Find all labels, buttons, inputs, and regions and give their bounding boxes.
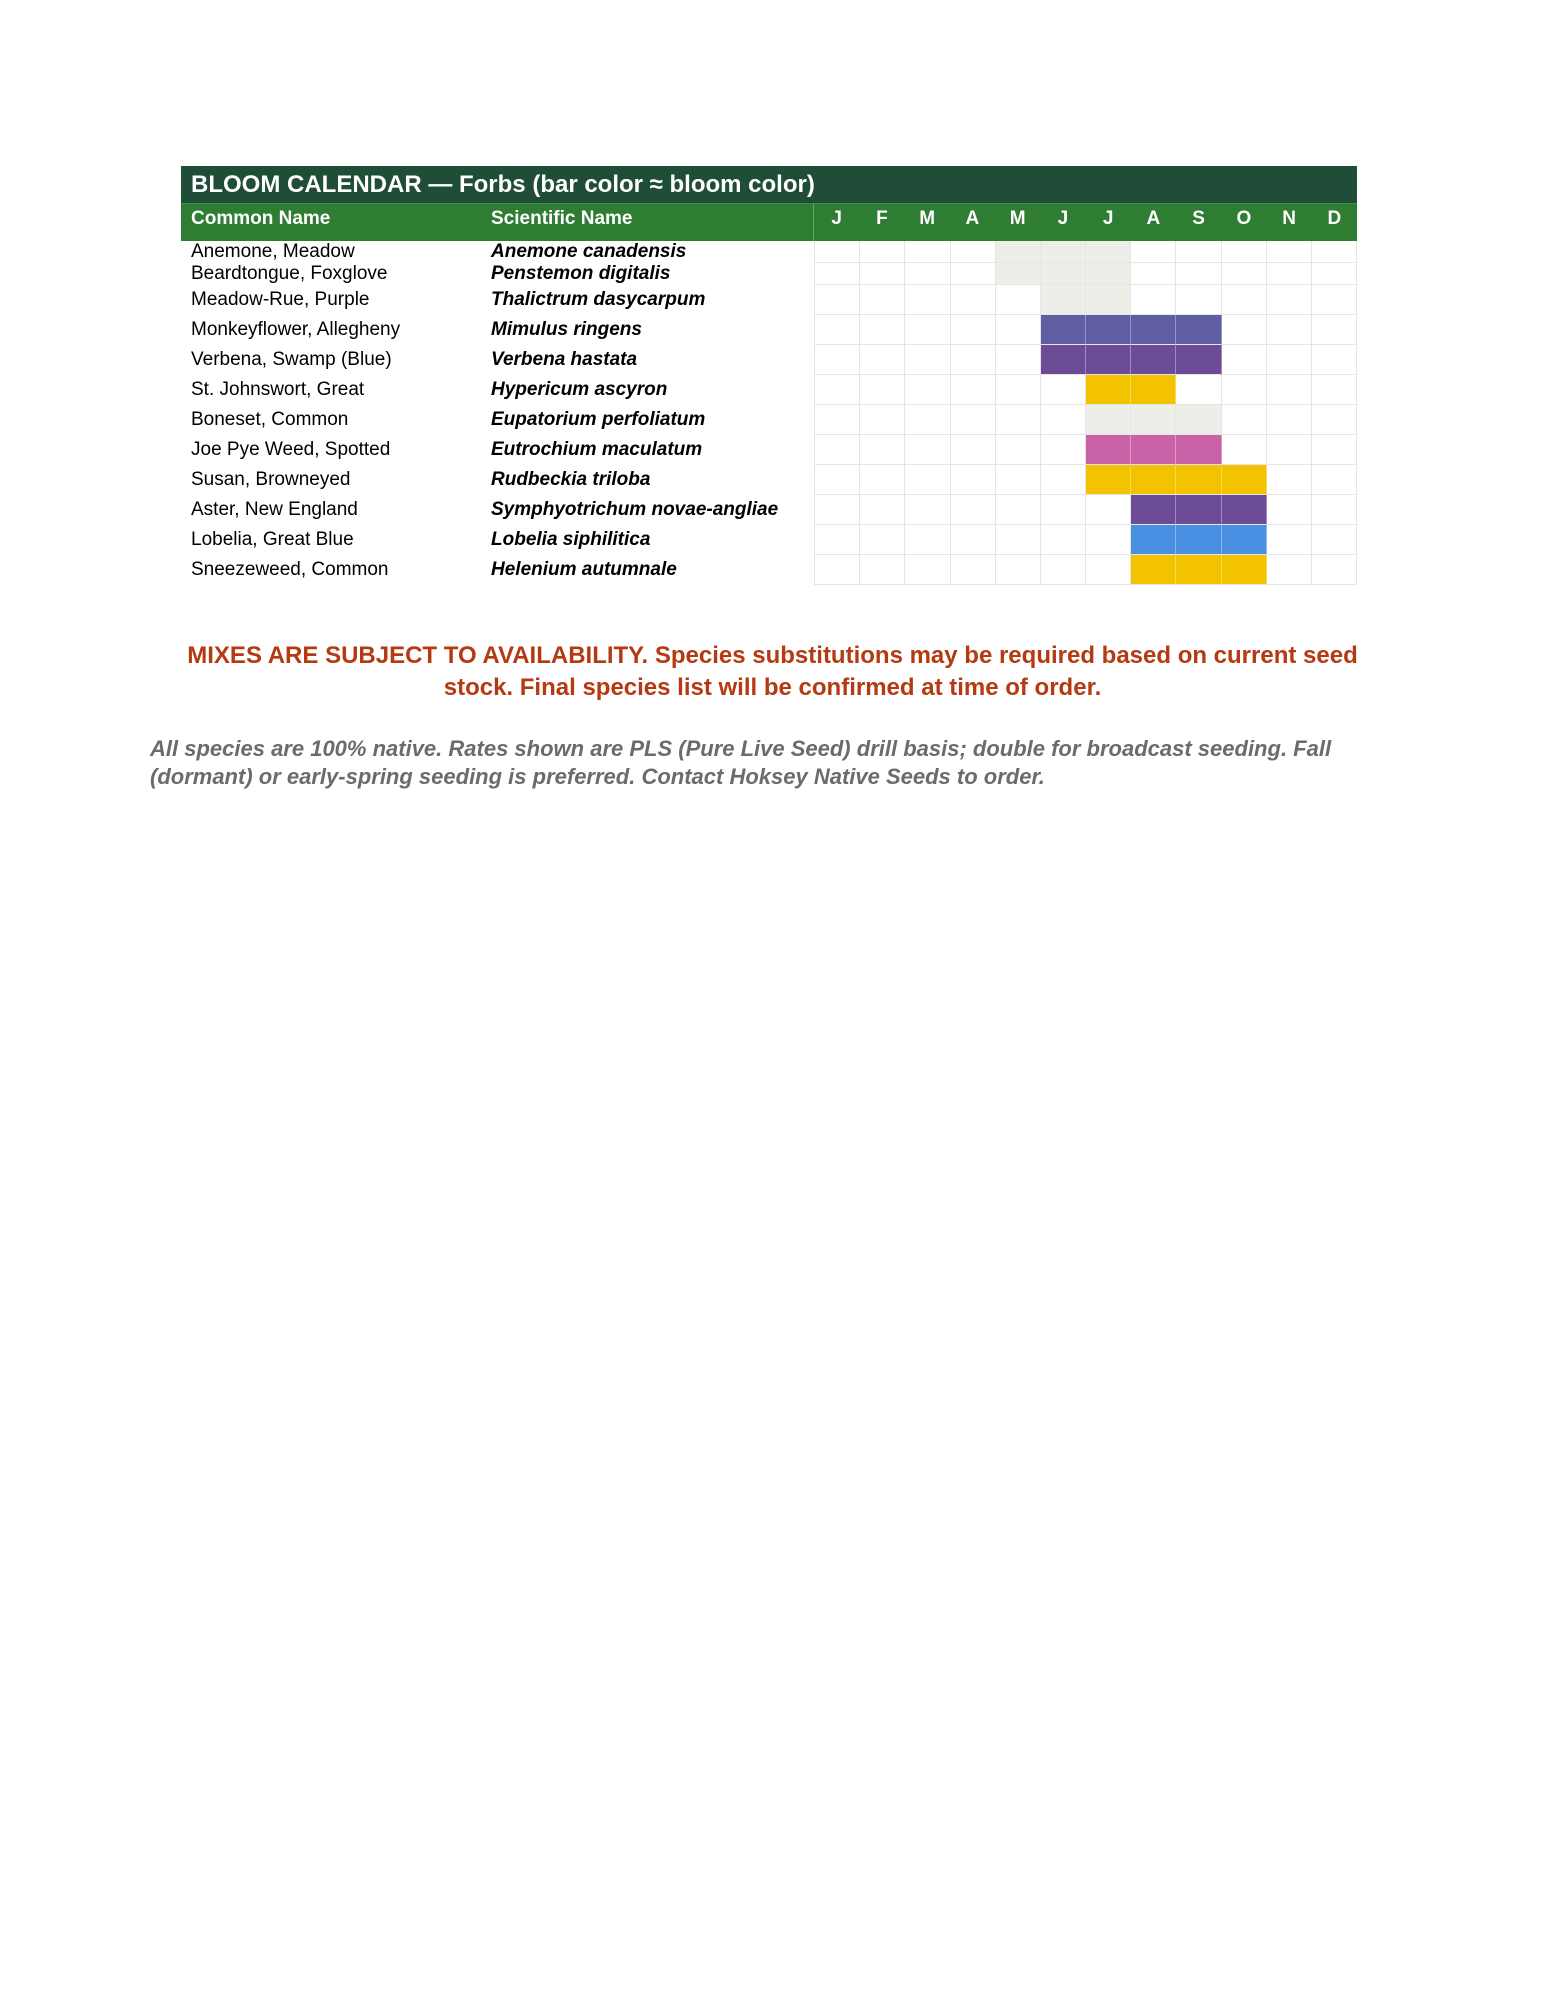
bloom-bar-cell bbox=[1176, 525, 1221, 555]
month-cell bbox=[1041, 375, 1086, 405]
month-header: S bbox=[1192, 208, 1205, 229]
month-cell bbox=[951, 375, 996, 405]
common-name: Susan, Browneyed bbox=[191, 469, 351, 490]
table-row bbox=[181, 495, 1357, 525]
month-cell bbox=[1222, 263, 1267, 285]
month-cell bbox=[1312, 285, 1357, 315]
month-cell bbox=[996, 315, 1041, 345]
month-cell bbox=[814, 495, 860, 525]
month-cell bbox=[905, 525, 950, 555]
scientific-name: Penstemon digitalis bbox=[491, 263, 671, 284]
month-cell bbox=[814, 285, 860, 315]
bloom-bar-cell bbox=[1131, 525, 1176, 555]
bloom-bar-cell bbox=[1086, 241, 1131, 263]
month-cell bbox=[951, 465, 996, 495]
calendar-rows bbox=[181, 241, 1357, 585]
scientific-name: Verbena hastata bbox=[491, 349, 638, 370]
month-cell bbox=[905, 241, 950, 263]
month-cell bbox=[1267, 241, 1312, 263]
month-cell bbox=[1267, 525, 1312, 555]
bloom-bar-cell bbox=[1086, 315, 1131, 345]
month-header: O bbox=[1236, 208, 1252, 229]
month-cell bbox=[1086, 495, 1131, 525]
month-cell bbox=[996, 435, 1041, 465]
bloom-bar-cell bbox=[1086, 345, 1131, 375]
bloom-bar-cell bbox=[1131, 405, 1176, 435]
table-row bbox=[181, 285, 1357, 315]
month-cell bbox=[1176, 285, 1221, 315]
month-cell bbox=[1176, 241, 1221, 263]
month-cell bbox=[996, 555, 1041, 585]
common-name: Beardtongue, Foxglove bbox=[191, 263, 388, 284]
month-cell bbox=[1267, 375, 1312, 405]
month-cell bbox=[905, 405, 950, 435]
common-name-header: Common Name bbox=[191, 208, 331, 229]
bloom-months bbox=[814, 315, 1357, 345]
month-cell bbox=[860, 435, 905, 465]
common-name: Meadow-Rue, Purple bbox=[191, 289, 370, 310]
month-header: F bbox=[876, 208, 888, 229]
bloom-bar-cell bbox=[1176, 345, 1221, 375]
month-cell bbox=[951, 345, 996, 375]
bloom-months bbox=[814, 465, 1357, 495]
month-cell bbox=[814, 241, 860, 263]
month-cell bbox=[996, 525, 1041, 555]
month-cell bbox=[860, 525, 905, 555]
month-cell bbox=[905, 495, 950, 525]
month-cell bbox=[905, 375, 950, 405]
table-row bbox=[181, 525, 1357, 555]
month-cell bbox=[860, 285, 905, 315]
month-header: N bbox=[1282, 208, 1296, 229]
month-cell bbox=[1131, 263, 1176, 285]
month-cell bbox=[951, 405, 996, 435]
month-header: J bbox=[1057, 208, 1069, 229]
month-cell bbox=[905, 345, 950, 375]
month-cell bbox=[1176, 263, 1221, 285]
bloom-bar-cell bbox=[1176, 405, 1221, 435]
month-cell bbox=[860, 315, 905, 345]
month-cell bbox=[814, 405, 860, 435]
month-cell bbox=[860, 263, 905, 285]
bloom-bar-cell bbox=[1086, 465, 1131, 495]
month-cell bbox=[905, 315, 950, 345]
bloom-bar-cell bbox=[1041, 241, 1086, 263]
bloom-bar-cell bbox=[1131, 465, 1176, 495]
month-cell bbox=[1222, 435, 1267, 465]
month-cell bbox=[1312, 435, 1357, 465]
bloom-months bbox=[814, 241, 1357, 263]
month-cell bbox=[1267, 465, 1312, 495]
month-cell bbox=[860, 555, 905, 585]
month-cell bbox=[951, 285, 996, 315]
scientific-name: Symphyotrichum novae-angliae bbox=[491, 499, 779, 520]
month-cell bbox=[1222, 405, 1267, 435]
bloom-bar-cell bbox=[1041, 263, 1086, 285]
month-cell bbox=[860, 375, 905, 405]
month-cell bbox=[905, 263, 950, 285]
month-cell bbox=[1312, 263, 1357, 285]
month-cell bbox=[860, 495, 905, 525]
month-cell bbox=[1041, 525, 1086, 555]
bloom-months bbox=[814, 405, 1357, 435]
month-cell bbox=[1312, 345, 1357, 375]
table-row bbox=[181, 465, 1357, 495]
month-cell bbox=[996, 375, 1041, 405]
scientific-name-header: Scientific Name bbox=[481, 204, 814, 241]
month-cell bbox=[814, 555, 860, 585]
month-cell bbox=[1312, 315, 1357, 345]
scientific-name: Eupatorium perfoliatum bbox=[491, 409, 706, 430]
month-cell bbox=[1267, 263, 1312, 285]
month-cell bbox=[1041, 435, 1086, 465]
bloom-bar-cell bbox=[1086, 285, 1131, 315]
common-name: Joe Pye Weed, Spotted bbox=[191, 439, 391, 460]
bloom-bar-cell bbox=[1222, 465, 1267, 495]
month-cell bbox=[1222, 315, 1267, 345]
month-cell bbox=[996, 345, 1041, 375]
bloom-months bbox=[814, 263, 1357, 285]
scientific-name: Lobelia siphilitica bbox=[491, 529, 651, 550]
month-cell bbox=[1131, 285, 1176, 315]
month-cell bbox=[860, 405, 905, 435]
month-header: D bbox=[1327, 208, 1342, 229]
bloom-bar-cell bbox=[1131, 435, 1176, 465]
bloom-bar-cell bbox=[1222, 555, 1267, 585]
month-headers bbox=[814, 204, 1357, 241]
common-name: Aster, New England bbox=[191, 499, 358, 520]
month-cell bbox=[951, 315, 996, 345]
bloom-bar-cell bbox=[1176, 555, 1221, 585]
calendar-title: BLOOM CALENDAR — Forbs (bar color ≈ bloom color) bbox=[181, 166, 1357, 203]
month-cell bbox=[1267, 495, 1312, 525]
month-cell bbox=[1041, 495, 1086, 525]
month-cell bbox=[1312, 555, 1357, 585]
common-name: Lobelia, Great Blue bbox=[191, 529, 354, 550]
month-cell bbox=[1312, 241, 1357, 263]
month-cell bbox=[1086, 525, 1131, 555]
bloom-bar-cell bbox=[1176, 465, 1221, 495]
bloom-bar-cell bbox=[1041, 285, 1086, 315]
month-cell bbox=[905, 555, 950, 585]
month-cell bbox=[814, 525, 860, 555]
common-name: Boneset, Common bbox=[191, 409, 349, 430]
month-cell bbox=[1131, 241, 1176, 263]
month-header: J bbox=[831, 208, 842, 229]
bloom-bar-cell bbox=[1176, 495, 1221, 525]
month-cell bbox=[814, 263, 860, 285]
month-cell bbox=[1222, 345, 1267, 375]
scientific-name: Helenium autumnale bbox=[491, 559, 677, 580]
month-cell bbox=[860, 345, 905, 375]
month-cell bbox=[951, 495, 996, 525]
table-row bbox=[181, 555, 1357, 585]
month-cell bbox=[1267, 345, 1312, 375]
bloom-bar-cell bbox=[1131, 375, 1176, 405]
month-cell bbox=[1312, 405, 1357, 435]
bloom-bar-cell bbox=[1086, 263, 1131, 285]
common-name: Monkeyflower, Allegheny bbox=[191, 319, 401, 340]
calendar-header-row bbox=[181, 203, 1357, 241]
bloom-months bbox=[814, 555, 1357, 585]
bloom-bar-cell bbox=[1131, 555, 1176, 585]
month-cell bbox=[1312, 495, 1357, 525]
month-cell bbox=[1222, 285, 1267, 315]
table-row bbox=[181, 435, 1357, 465]
month-cell bbox=[996, 465, 1041, 495]
month-cell bbox=[1312, 525, 1357, 555]
bloom-months bbox=[814, 375, 1357, 405]
month-cell bbox=[814, 435, 860, 465]
bloom-bar-cell bbox=[1041, 345, 1086, 375]
month-cell bbox=[1267, 405, 1312, 435]
month-header: J bbox=[1102, 208, 1114, 229]
bloom-bar-cell bbox=[1086, 405, 1131, 435]
month-cell bbox=[1041, 405, 1086, 435]
scientific-name: Eutrochium maculatum bbox=[491, 439, 703, 460]
month-cell bbox=[905, 285, 950, 315]
month-cell bbox=[951, 241, 996, 263]
month-header: M bbox=[1009, 208, 1026, 229]
month-cell bbox=[1267, 315, 1312, 345]
bloom-months bbox=[814, 525, 1357, 555]
common-name: Verbena, Swamp (Blue) bbox=[191, 349, 392, 370]
table-row bbox=[181, 263, 1357, 285]
bloom-calendar bbox=[181, 166, 1357, 585]
bloom-bar-cell bbox=[1176, 435, 1221, 465]
month-cell bbox=[996, 405, 1041, 435]
month-cell bbox=[1222, 241, 1267, 263]
month-cell bbox=[1041, 465, 1086, 495]
month-cell bbox=[814, 465, 860, 495]
bloom-bar-cell bbox=[996, 263, 1041, 285]
month-cell bbox=[814, 345, 860, 375]
month-cell bbox=[951, 263, 996, 285]
bloom-bar-cell bbox=[1041, 315, 1086, 345]
month-cell bbox=[996, 285, 1041, 315]
month-cell bbox=[1086, 555, 1131, 585]
month-header: A bbox=[965, 208, 980, 229]
table-row bbox=[181, 405, 1357, 435]
month-cell bbox=[951, 435, 996, 465]
month-cell bbox=[1267, 555, 1312, 585]
month-cell bbox=[1312, 375, 1357, 405]
month-cell bbox=[905, 435, 950, 465]
month-header: A bbox=[1146, 208, 1161, 229]
scientific-name: Hypericum ascyron bbox=[491, 379, 668, 400]
bloom-bar-cell bbox=[1131, 345, 1176, 375]
scientific-name: Rudbeckia triloba bbox=[491, 469, 651, 490]
bloom-bar-cell bbox=[1131, 495, 1176, 525]
month-cell bbox=[905, 465, 950, 495]
table-row bbox=[181, 241, 1357, 263]
table-row bbox=[181, 375, 1357, 405]
month-cell bbox=[860, 241, 905, 263]
footnote: All species are 100% native. Rates shown are PLS (Pure Live Seed) drill basis; double for broadcast seeding. Fall (dormant) or early-spring seeding is preferred. Contact Hoksey Native Seeds to order. bbox=[150, 736, 1332, 789]
month-cell bbox=[814, 315, 860, 345]
common-name: Anemone, Meadow bbox=[191, 241, 355, 262]
bloom-months bbox=[814, 345, 1357, 375]
bloom-bar-cell bbox=[1222, 525, 1267, 555]
month-cell bbox=[1222, 375, 1267, 405]
month-cell bbox=[814, 375, 860, 405]
month-cell bbox=[1267, 285, 1312, 315]
month-header: M bbox=[919, 208, 936, 229]
table-row bbox=[181, 315, 1357, 345]
bloom-bar-cell bbox=[1222, 495, 1267, 525]
bloom-bar-cell bbox=[1131, 315, 1176, 345]
bloom-months bbox=[814, 285, 1357, 315]
month-cell bbox=[951, 525, 996, 555]
month-cell bbox=[951, 555, 996, 585]
bloom-bar-cell bbox=[1176, 315, 1221, 345]
bloom-bar-cell bbox=[996, 241, 1041, 263]
bloom-months bbox=[814, 435, 1357, 465]
month-cell bbox=[1041, 555, 1086, 585]
scientific-name: Thalictrum dasycarpum bbox=[491, 289, 706, 310]
month-cell bbox=[860, 465, 905, 495]
month-cell bbox=[1312, 465, 1357, 495]
scientific-name: Mimulus ringens bbox=[491, 319, 642, 340]
bloom-bar-cell bbox=[1086, 435, 1131, 465]
bloom-months bbox=[814, 495, 1357, 525]
common-name: St. Johnswort, Great bbox=[191, 379, 365, 400]
month-cell bbox=[996, 495, 1041, 525]
availability-notice: MIXES ARE SUBJECT TO AVAILABILITY. Species substitutions may be required based on current seed stock. Final species list will be confirmed at time of order. bbox=[187, 642, 1358, 701]
table-row bbox=[181, 345, 1357, 375]
month-cell bbox=[1176, 375, 1221, 405]
scientific-name: Anemone canadensis bbox=[491, 241, 687, 262]
month-cell bbox=[1267, 435, 1312, 465]
bloom-bar-cell bbox=[1086, 375, 1131, 405]
common-name: Sneezeweed, Common bbox=[191, 559, 389, 580]
